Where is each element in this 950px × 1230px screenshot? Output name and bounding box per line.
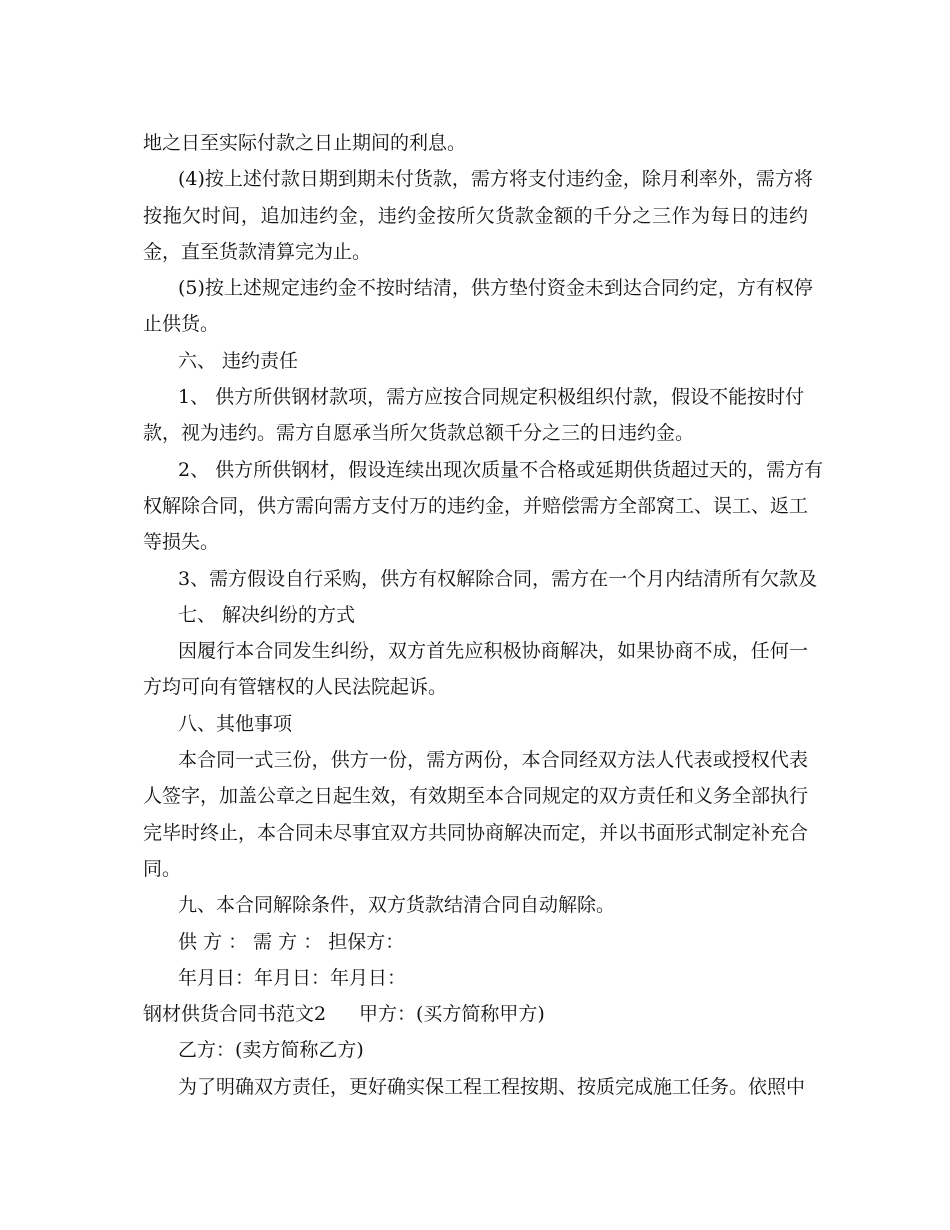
text-line: 款，视为违约。需方自愿承当所欠货款总额千分之三的日违约金。 bbox=[143, 422, 695, 445]
clause-item-2: 2、 供方所供钢材，假设连续出现次质量不合格或延期供货超过天的，需方有 bbox=[178, 458, 824, 481]
text-line: 金，直至货款清算完为止。 bbox=[143, 240, 372, 263]
text-line: 地之日至实际付款之日止期间的利息。 bbox=[143, 132, 467, 154]
text-line: 完毕时终止，本合同未尽事宜双方共同协商解决而定，并以书面形式制定补充合 bbox=[143, 821, 809, 844]
document-body bbox=[143, 125, 824, 1105]
second-contract-intro: 为了明确双方责任，更好确实保工程工程按期、按质完成施工任务。依照中 bbox=[178, 1075, 806, 1098]
text-line: 权解除合同，供方需向需方支付万的违约金，并赔偿需方全部窝工、误工、返工 bbox=[143, 494, 809, 517]
section-heading-8: 八、其他事项 bbox=[178, 712, 293, 735]
second-contract-header bbox=[143, 996, 808, 1032]
signature-dates: 年月日：年月日：年月日： bbox=[178, 966, 407, 989]
text-line: 止供货。 bbox=[143, 313, 220, 336]
party-a-label: 甲方：(买方简称甲方) bbox=[359, 1003, 545, 1026]
clause-item-5: (5)按上述规定违约金不按时结清，供方垫付资金未到达合同约定，方有权停 bbox=[178, 277, 813, 300]
text-line: 同。 bbox=[143, 857, 182, 880]
text-line: 因履行本合同发生纠纷，双方首先应积极协商解决，如果协商不成，任何一 bbox=[178, 640, 808, 663]
section-heading-7: 七、 解决纠纷的方式 bbox=[178, 603, 356, 626]
party-b-label: 乙方：(卖方简称乙方) bbox=[178, 1039, 364, 1062]
text-line: 本合同一式三份，供方一份，需方两份，本合同经双方法人代表或授权代表 bbox=[178, 749, 808, 772]
text-line: 人签字，加盖公章之日起生效，有效期至本合同规定的双方责任和义务全部执行 bbox=[143, 785, 809, 808]
clause-item-4: (4)按上述付款日期到期未付货款，需方将支付违约金，除月利率外，需方将 bbox=[178, 168, 813, 191]
text-line: 等损失。 bbox=[143, 531, 220, 554]
second-contract-title: 钢材供货合同书范文2 bbox=[143, 1003, 327, 1026]
clause-item-1: 1、 供方所供钢材款项，需方应按合同规定积极组织付款，假设不能按时付 bbox=[178, 386, 805, 409]
section-heading-9: 九、本合同解除条件，双方货款结清合同自动解除。 bbox=[178, 894, 616, 917]
text-line: 方均可向有管辖权的人民法院起诉。 bbox=[143, 676, 448, 699]
section-heading-6: 六、 违约责任 bbox=[178, 349, 299, 372]
signature-parties: 供 方 ： 需 方 ： 担保方： bbox=[178, 930, 405, 953]
text-line: 按拖欠时间，追加违约金，违约金按所欠货款金额的千分之三作为每日的违约 bbox=[143, 204, 808, 227]
clause-item-3: 3、需方假设自行采购，供方有权解除合同，需方在一个月内结清所有欠款及 bbox=[178, 567, 818, 590]
